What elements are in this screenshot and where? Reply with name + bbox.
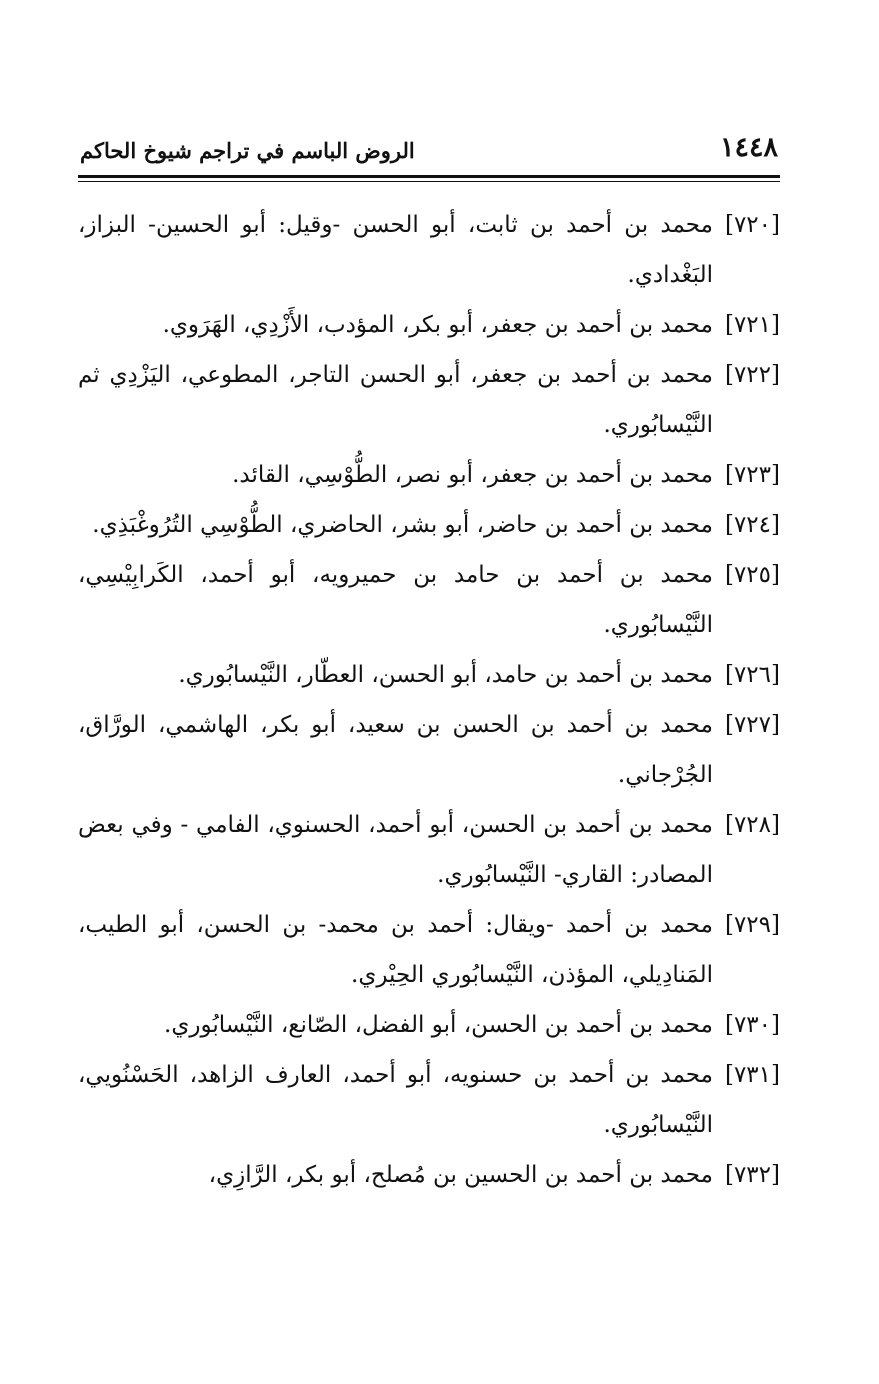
entry-text: محمد بن أحمد بن جعفر، أبو نصر، الطُّوْسِي، القائد. [232, 462, 713, 488]
entry-number: [٧٣٠] [724, 1012, 780, 1038]
entry-number: [٧٢٦] [724, 662, 780, 688]
entry-726 [78, 650, 780, 700]
entry-number: [٧٢٢] [724, 362, 780, 388]
entry-720 [78, 200, 780, 300]
entry-721 [78, 300, 780, 350]
entry-number: [٧٢٥] [724, 562, 780, 588]
entry-number: [٧٢٠] [724, 212, 780, 238]
running-title: الروض الباسم في تراجم شيوخ الحاكم [80, 138, 415, 163]
entry-732 [78, 1150, 780, 1200]
entry-724 [78, 500, 780, 550]
entry-text: محمد بن أحمد بن ثابت، أبو الحسن -وقيل: أبو الحسين- البزاز، البَغْدادي. [78, 212, 713, 288]
entry-number: [٧٢٩] [724, 912, 780, 938]
entry-728 [78, 800, 780, 900]
entry-text: محمد بن أحمد بن جعفر، أبو بكر، المؤدب، الأَزْدِي، الهَرَوي. [162, 312, 713, 338]
entry-text: محمد بن أحمد بن حسنويه، أبو أحمد، العارف الزاهد، الحَسْنُويي، النَّيْسابُوري. [78, 1062, 713, 1138]
entry-text: محمد بن أحمد بن الحسن بن سعيد، أبو بكر، الهاشمي، الورَّاق، الجُرْجاني. [78, 712, 713, 788]
entry-text: محمد بن أحمد بن حامد، أبو الحسن، العطّار، النَّيْسابُوري. [178, 662, 713, 688]
entry-729 [78, 900, 780, 1000]
page-header [78, 132, 780, 176]
page-number: ١٤٤٨ [719, 132, 778, 163]
entry-number: [٧٢١] [724, 312, 780, 338]
entry-number: [٧٢٣] [724, 462, 780, 488]
entry-number: [٧٢٤] [724, 512, 780, 538]
entry-727 [78, 700, 780, 800]
entry-730 [78, 1000, 780, 1050]
entry-text: محمد بن أحمد بن جعفر، أبو الحسن التاجر، المطوعي، اليَزْدِي ثم النَّيْسابُوري. [78, 362, 713, 438]
entry-number: [٧٣١] [724, 1062, 780, 1088]
entry-text: محمد بن أحمد بن الحسين بن مُصلح، أبو بكر، الرَّازِي، [208, 1162, 713, 1188]
entry-number: [٧٣٢] [724, 1162, 780, 1188]
entry-text: محمد بن أحمد بن الحسن، أبو أحمد، الحسنوي، الفامي - وفي بعض المصادر: القاري- النَّيْسابُوري. [78, 812, 713, 888]
entry-text: محمد بن أحمد -ويقال: أحمد بن محمد- بن الحسن، أبو الطيب، المَنادِيلي، المؤذن، النَّيْسابُوري الحِيْري. [78, 912, 713, 988]
entry-725 [78, 550, 780, 650]
entry-731 [78, 1050, 780, 1150]
entry-number: [٧٢٨] [724, 812, 780, 838]
entry-722 [78, 350, 780, 450]
entry-text: محمد بن أحمد بن الحسن، أبو الفضل، الصّانع، النَّيْسابُوري. [164, 1012, 713, 1038]
entries-list [78, 200, 780, 1200]
entry-text: محمد بن أحمد بن حامد بن حميرويه، أبو أحمد، الكَرابِيْسِي، النَّيْسابُوري. [78, 562, 713, 638]
header-rule-thin [78, 181, 780, 182]
entry-723 [78, 450, 780, 500]
header-rule-thick [78, 175, 780, 178]
entry-number: [٧٢٧] [724, 712, 780, 738]
entry-text: محمد بن أحمد بن حاضر، أبو بشر، الحاضري، الطُّوْسِي التُرُوغْبَذِي. [92, 512, 713, 538]
